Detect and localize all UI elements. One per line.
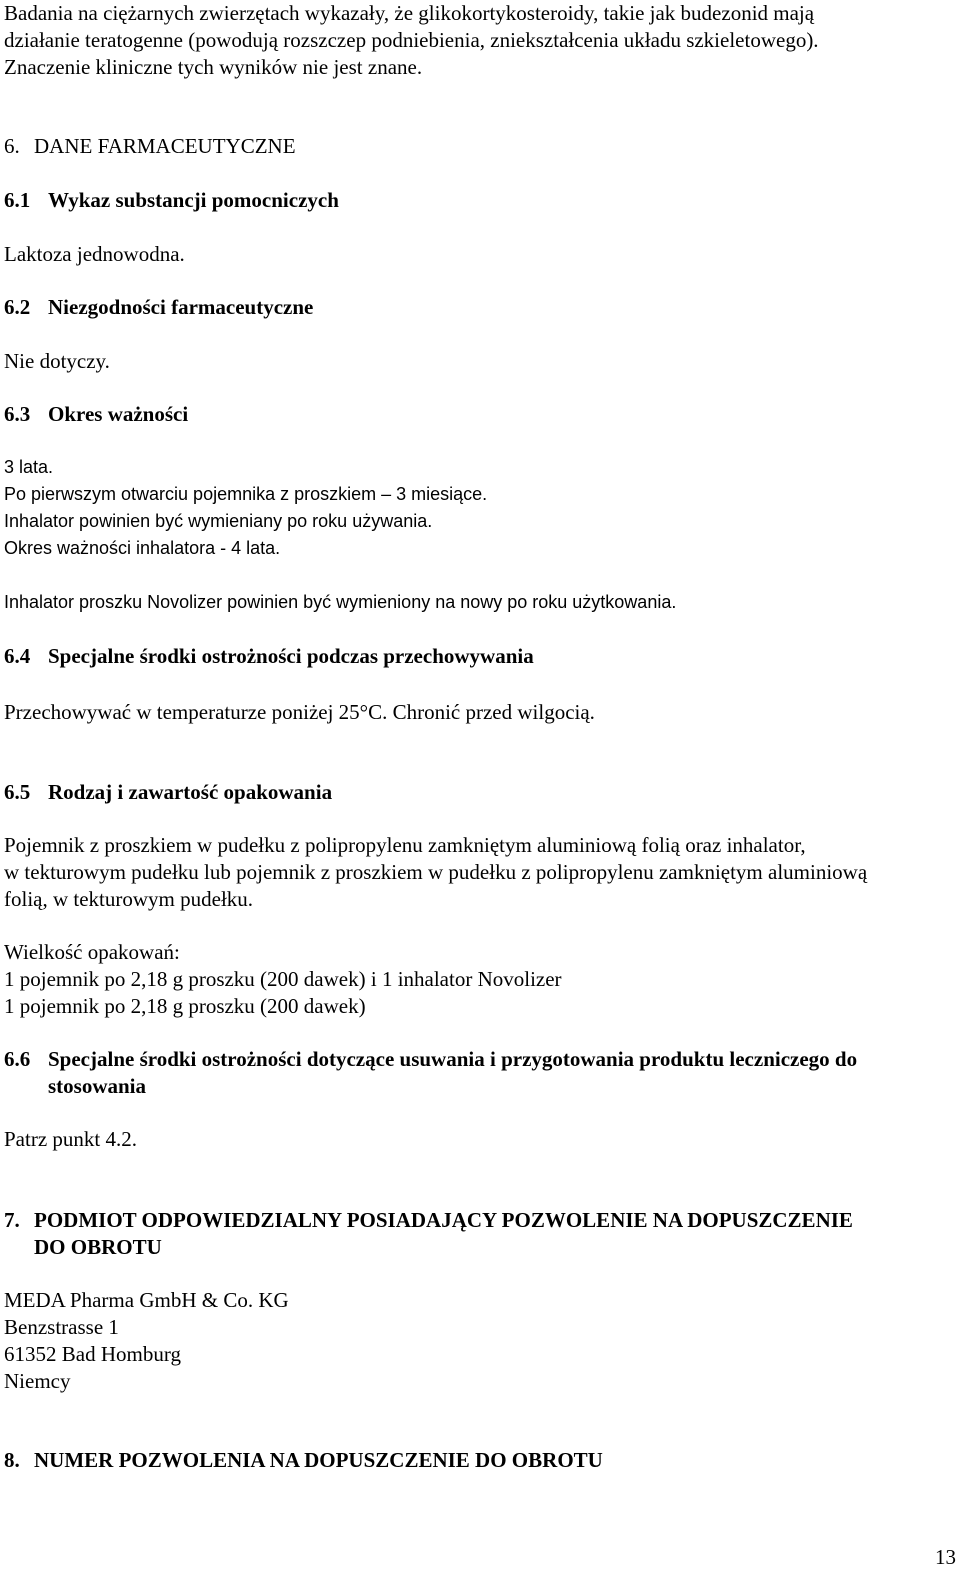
pack-sizes xyxy=(4,939,562,1020)
section-number: 6.2 xyxy=(4,295,31,319)
intro-line: Badania na ciężarnych zwierzętach wykazały, że glikokortykosteroidy, takie jak budezonid mają xyxy=(4,1,815,25)
section-title: Specjalne środki ostrożności podczas przechowywania xyxy=(48,644,534,668)
address-line: MEDA Pharma GmbH & Co. KG xyxy=(4,1288,289,1312)
packaging-line: folią, w tekturowym pudełku. xyxy=(4,887,254,911)
section-number: 7. xyxy=(4,1208,20,1232)
intro-paragraph xyxy=(4,0,819,81)
section-6-1-body: Laktoza jednowodna. xyxy=(4,242,185,266)
section-6-2-heading xyxy=(4,294,313,321)
section-title-line: DO OBROTU xyxy=(34,1235,162,1259)
shelf-life-line: 3 lata. xyxy=(4,457,54,477)
company-address xyxy=(4,1287,289,1395)
section-7-heading xyxy=(4,1207,853,1261)
shelf-life-line: Okres ważności inhalatora - 4 lata. xyxy=(4,538,281,558)
section-6-2-body: Nie dotyczy. xyxy=(4,349,110,373)
section-6-4-heading xyxy=(4,643,534,670)
packaging-line: Pojemnik z proszkiem w pudełku z polipropylenu zamkniętym aluminiową folią oraz inhalator, xyxy=(4,833,806,857)
section-6-4-body: Przechowywać w temperaturze poniżej 25°C. Chronić przed wilgocią. xyxy=(4,700,595,724)
pack-sizes-label: Wielkość opakowań: xyxy=(4,940,180,964)
section-6-6-heading xyxy=(4,1046,857,1100)
section-number: 6. xyxy=(4,134,20,158)
address-line: Benzstrasse 1 xyxy=(4,1315,119,1339)
section-6-1-heading xyxy=(4,187,339,214)
section-title: DANE FARMACEUTYCZNE xyxy=(34,134,296,158)
address-line: Niemcy xyxy=(4,1369,71,1393)
intro-line: Znaczenie kliniczne tych wyników nie jest znane. xyxy=(4,55,423,79)
section-title-line: stosowania xyxy=(48,1074,147,1098)
section-number: 6.5 xyxy=(4,780,31,804)
section-6-5-heading xyxy=(4,779,332,806)
section-title-line: Specjalne środki ostrożności dotyczące usuwania i przygotowania produktu leczniczego do xyxy=(48,1047,858,1071)
intro-line: działanie teratogenne (powodują rozszczep podniebienia, zniekształcenia układu szkieletowego). xyxy=(4,28,819,52)
section-6-6-body: Patrz punkt 4.2. xyxy=(4,1127,137,1151)
packaging-line: w tekturowym pudełku lub pojemnik z proszkiem w pudełku z polipropylenu zamkniętym aluminiową xyxy=(4,860,868,884)
section-6-3-heading xyxy=(4,401,188,428)
section-title: NUMER POZWOLENIA NA DOPUSZCZENIE DO OBROTU xyxy=(34,1448,603,1472)
section-6-heading xyxy=(4,133,296,160)
page-number: 13 xyxy=(935,1545,956,1569)
section-title: Okres ważności xyxy=(48,402,189,426)
section-number: 6.1 xyxy=(4,188,31,212)
section-title: Wykaz substancji pomocniczych xyxy=(48,188,339,212)
section-8-heading xyxy=(4,1447,603,1474)
section-title xyxy=(34,1207,853,1261)
section-number: 8. xyxy=(4,1448,20,1472)
section-title: Rodzaj i zawartość opakowania xyxy=(48,780,333,804)
section-number: 6.6 xyxy=(4,1047,31,1071)
pack-size-item: 1 pojemnik po 2,18 g proszku (200 dawek) xyxy=(4,994,366,1018)
section-number: 6.4 xyxy=(4,644,31,668)
pack-size-item: 1 pojemnik po 2,18 g proszku (200 dawek) i 1 inhalator Novolizer xyxy=(4,967,562,991)
section-title xyxy=(48,1046,857,1100)
section-6-5-body xyxy=(4,832,867,913)
section-6-3-body xyxy=(4,454,487,562)
section-title-line: PODMIOT ODPOWIEDZIALNY POSIADAJĄCY POZWOLENIE NA DOPUSZCZENIE xyxy=(34,1208,853,1232)
address-line: 61352 Bad Homburg xyxy=(4,1342,181,1366)
shelf-life-line: Po pierwszym otwarciu pojemnika z proszkiem – 3 miesiące. xyxy=(4,484,488,504)
shelf-life-line: Inhalator powinien być wymieniany po roku używania. xyxy=(4,511,433,531)
section-title: Niezgodności farmaceutyczne xyxy=(48,295,314,319)
section-6-3-extra: Inhalator proszku Novolizer powinien być wymieniony na nowy po roku użytkowania. xyxy=(4,592,677,612)
section-number: 6.3 xyxy=(4,402,31,426)
